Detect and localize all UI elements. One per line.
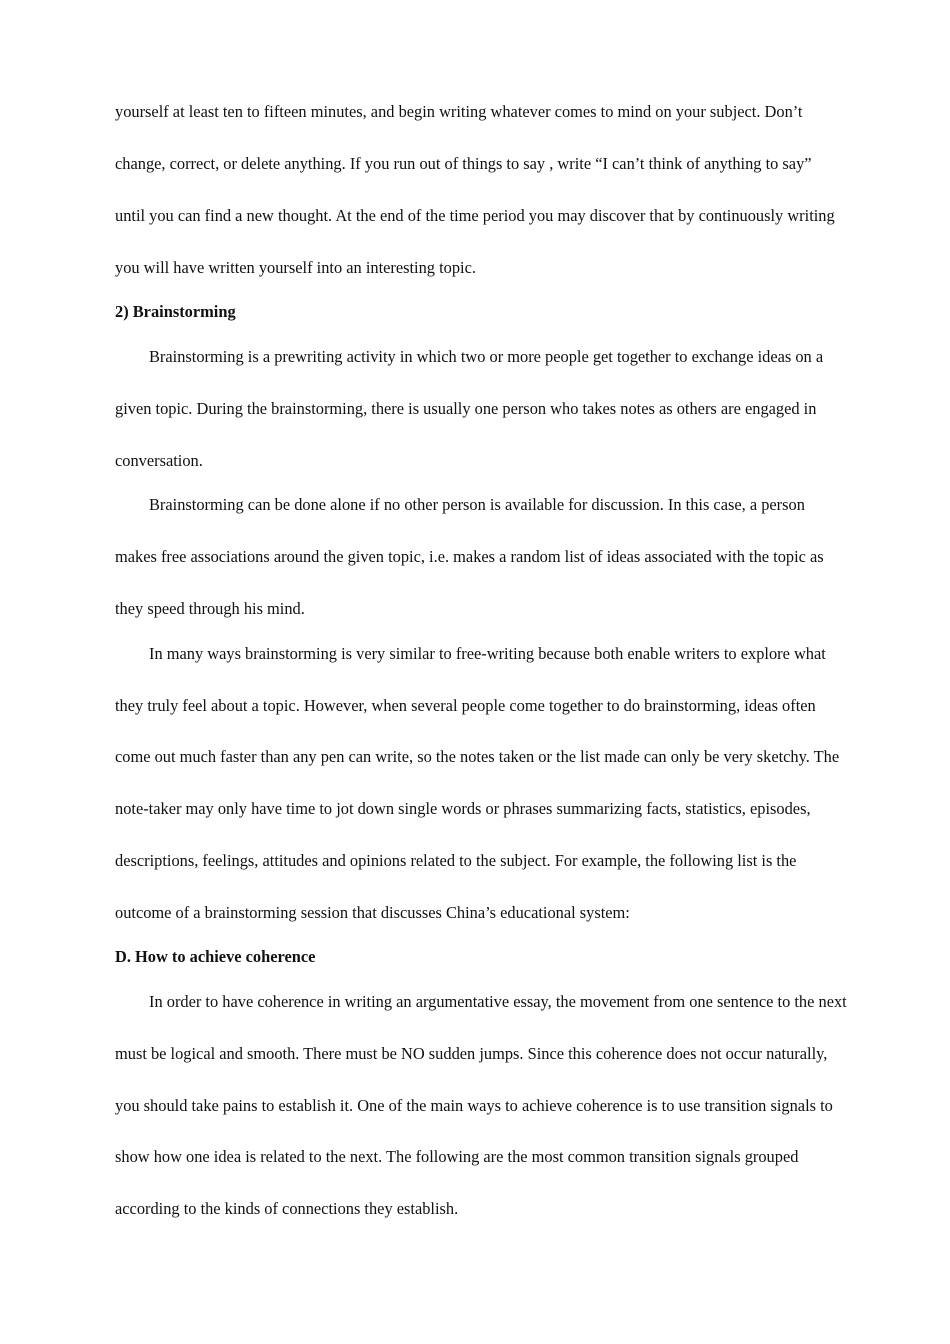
paragraph-line: must be logical and smooth. There must be NO sudden jumps. Since this coherence does not occur naturally, xyxy=(115,1044,828,1063)
paragraph-line: descriptions, feelings, attitudes and opinions related to the subject. For example, the following list is the xyxy=(115,851,797,870)
paragraph-line: they speed through his mind. xyxy=(115,599,305,618)
paragraph-line: outcome of a brainstorming session that discusses China’s educational system: xyxy=(115,903,630,922)
paragraph-line: you should take pains to establish it. One of the main ways to achieve coherence is to use transition signals to xyxy=(115,1096,833,1115)
paragraph-line: show how one idea is related to the next. The following are the most common transition signals grouped xyxy=(115,1147,799,1166)
paragraph-line: they truly feel about a topic. However, when several people come together to do brainstorming, ideas often xyxy=(115,696,816,715)
paragraph-line: come out much faster than any pen can write, so the notes taken or the list made can only be very sketchy. The xyxy=(115,747,840,766)
paragraph-line: you will have written yourself into an interesting topic. xyxy=(115,258,476,277)
paragraph-line: Brainstorming can be done alone if no other person is available for discussion. In this case, a person xyxy=(149,495,805,514)
paragraph-line: Brainstorming is a prewriting activity in which two or more people get together to exchange ideas on a xyxy=(149,347,824,366)
paragraph-line: change, correct, or delete anything. If you run out of things to say , write “I can’t think of anything to say” xyxy=(115,154,812,173)
paragraph-line: yourself at least ten to fifteen minutes, and begin writing whatever comes to mind on your subject. Don’t xyxy=(115,102,803,121)
paragraph-line: until you can find a new thought. At the end of the time period you may discover that by continuously writing xyxy=(115,206,835,225)
paragraph-line: In many ways brainstorming is very similar to free-writing because both enable writers to explore what xyxy=(149,644,826,663)
paragraph-line: given topic. During the brainstorming, there is usually one person who takes notes as others are engaged in xyxy=(115,399,817,418)
paragraph-line: In order to have coherence in writing an argumentative essay, the movement from one sentence to the next xyxy=(149,992,847,1011)
paragraph-line: note-taker may only have time to jot down single words or phrases summarizing facts, statistics, episodes, xyxy=(115,799,811,818)
section-heading-brainstorming: 2) Brainstorming xyxy=(115,302,236,321)
paragraph-line: conversation. xyxy=(115,451,203,470)
section-heading-coherence: D. How to achieve coherence xyxy=(115,947,316,966)
paragraph-line: according to the kinds of connections they establish. xyxy=(115,1199,459,1218)
paragraph-line: makes free associations around the given topic, i.e. makes a random list of ideas associated with the topic as xyxy=(115,547,824,566)
